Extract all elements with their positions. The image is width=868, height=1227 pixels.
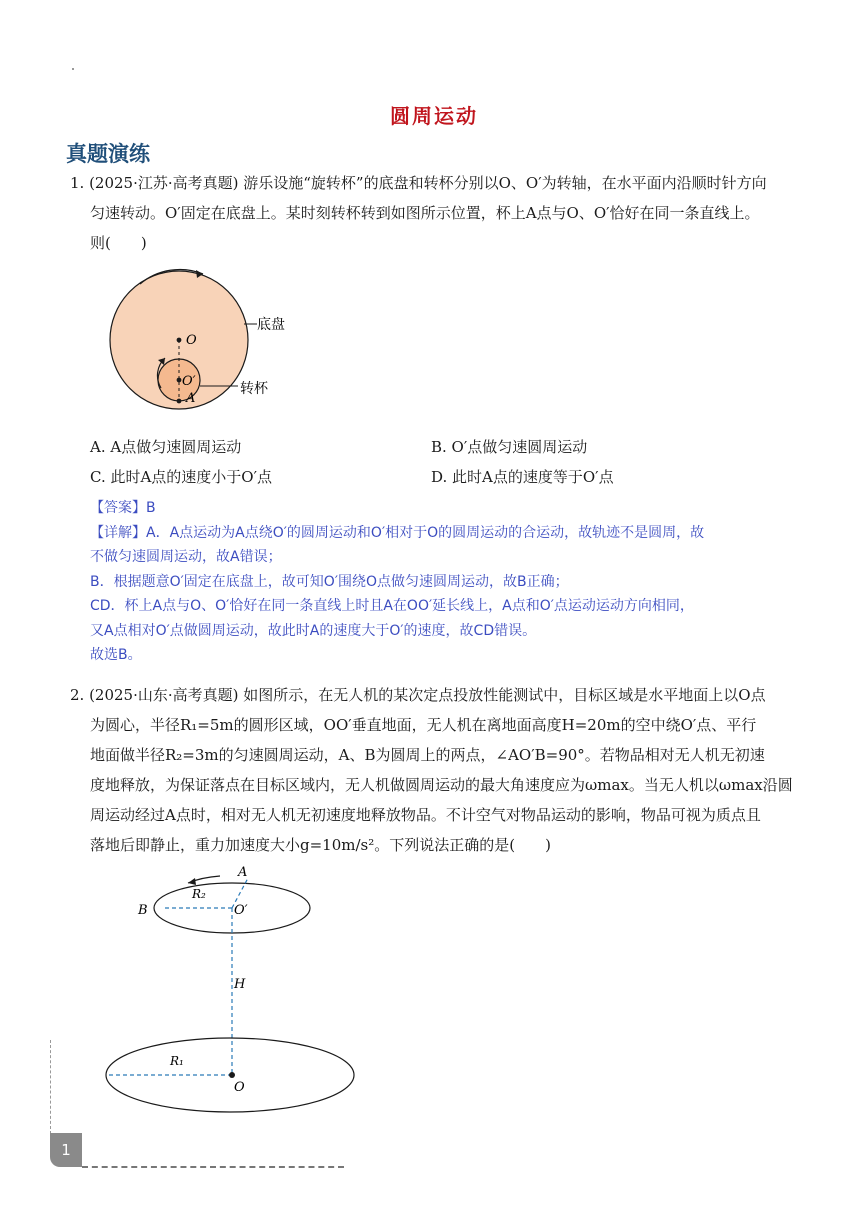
decorative-dot xyxy=(72,68,74,70)
point-O-prime xyxy=(177,378,182,383)
page-number: 1 xyxy=(50,1133,82,1167)
question-2-line: 为圆心，半径R₁=5m的圆形区域，OO′垂直地面，无人机在离地面高度H=20m的空中绕O′点、平行 xyxy=(90,716,757,734)
point-O xyxy=(229,1072,235,1078)
option-c[interactable]: C. 此时A点的速度小于O′点 xyxy=(90,468,273,486)
rotating-cup-figure xyxy=(100,262,320,422)
label-R2: R₂ xyxy=(192,887,206,901)
question-2-line: 地面做半径R₂=3m的匀速圆周运动，A、B为圆周上的两点，∠AO′B=90°。若物品相对无人机无初速 xyxy=(90,746,765,764)
label-O-prime: O′ xyxy=(234,903,248,918)
page-border-horizontal xyxy=(82,1166,344,1168)
option-d[interactable]: D. 此时A点的速度等于O′点 xyxy=(431,468,614,486)
page-title: 圆周运动 xyxy=(390,104,478,128)
question-1-answer xyxy=(90,496,810,668)
label-cup: 转杯 xyxy=(240,381,268,397)
answer-line: 不做匀速圆周运动，故A错误； xyxy=(90,549,282,565)
label-H: H xyxy=(234,977,246,992)
arrow-head-icon xyxy=(188,878,196,885)
drone-figure xyxy=(100,860,370,1120)
label-B: B xyxy=(138,903,148,918)
answer-line: B．根据题意O′固定在底盘上，故可知O′围绕O点做匀速圆周运动，故B正确； xyxy=(90,573,569,590)
label-A: A xyxy=(186,391,196,406)
question-2-line: 度地释放，为保证落点在目标区域内，无人机做圆周运动的最大角速度应为ωmax。当无人机以ωmax沿圆 xyxy=(90,776,793,794)
answer-line: 又A点相对O′点做圆周运动，故此时A的速度大于O′的速度，故CD错误。 xyxy=(90,622,537,639)
label-O-prime: O′ xyxy=(182,374,196,389)
question-2-line: 2. (2025·山东·高考真题) 如图所示，在无人机的某次定点投放性能测试中，目标区域是水平地面上以O点 xyxy=(70,686,766,704)
label-O: O xyxy=(234,1080,245,1095)
label-R1: R₁ xyxy=(170,1054,184,1068)
answer-line: 【答案】B xyxy=(90,500,156,516)
page-border-vertical xyxy=(50,1040,51,1134)
question-1-line: 1. (2025·江苏·高考真题) 游乐设施“旋转杯”的底盘和转杯分别以O、O′为转轴，在水平面内沿顺时针方向 xyxy=(70,174,767,192)
option-a[interactable]: A. A点做匀速圆周运动 xyxy=(90,438,242,456)
answer-line: 【详解】A．A点运动为A点绕O′的圆周运动和O′相对于O的圆周运动的合运动，故轨迹不是圆周，故 xyxy=(90,524,705,541)
point-O xyxy=(177,338,182,343)
answer-line: CD．杯上A点与O、O′恰好在同一条直线上时且A在OO′延长线上，A点和O′点运动运动方向相同， xyxy=(90,598,694,614)
question-2 xyxy=(70,680,810,860)
question-1-line: 则( ) xyxy=(90,234,147,252)
label-O: O xyxy=(186,333,197,348)
point-A xyxy=(177,399,182,404)
answer-line: 故选B。 xyxy=(90,647,142,663)
section-title: 真题演练 xyxy=(66,142,150,166)
question-1-line: 匀速转动。O′固定在底盘上。某时刻转杯转到如图所示位置，杯上A点与O、O′恰好在同一条直线上。 xyxy=(90,204,760,222)
option-b[interactable]: B. O′点做匀速圆周运动 xyxy=(431,438,588,456)
label-base: 底盘 xyxy=(257,317,285,333)
question-2-line: 落地后即静止，重力加速度大小g=10m/s²。下列说法正确的是( ) xyxy=(90,836,551,854)
question-1 xyxy=(70,168,810,258)
label-A: A xyxy=(238,865,248,880)
question-2-line: 周运动经过A点时，相对无人机无初速度地释放物品。不计空气对物品运动的影响，物品可视为质点且 xyxy=(90,806,761,824)
